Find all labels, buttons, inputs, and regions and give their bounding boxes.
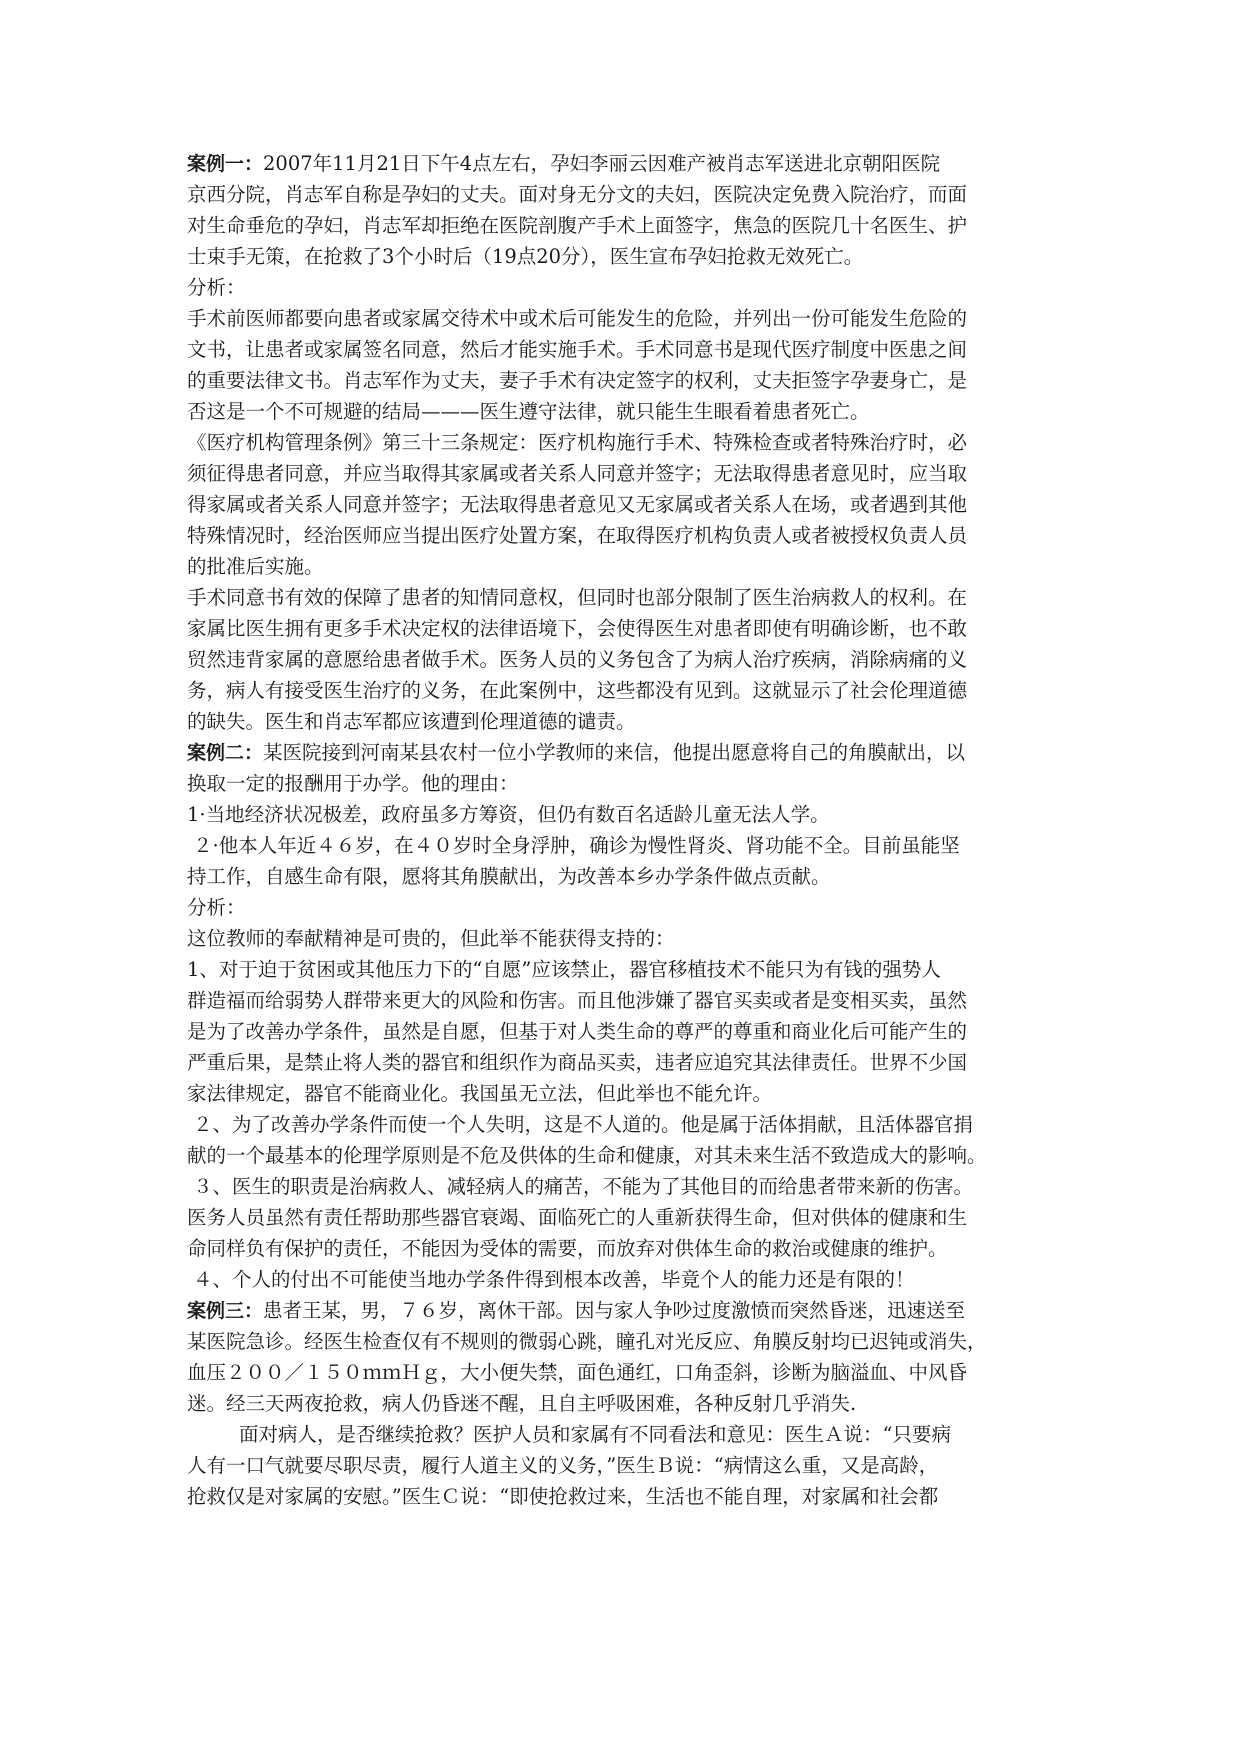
case1-text-line: 2007年11月21日下午4点左右，孕妇李丽云因难产被肖志军送进北京朝阳医院 [263, 152, 941, 175]
case1-text-line: 京西分院，肖志军自称是孕妇的丈夫。面对身无分文的夫妇，医院决定免费入院治疗，而面 [187, 183, 968, 206]
case3-label: 案例三： [187, 1300, 264, 1322]
case2-analysis-line: 献的一个最基本的伦理学原则是不危及供体的生命和健康，对其未来生活不致造成大的影响。 [187, 1144, 987, 1167]
case1-analysis-line: 得家属或者关系人同意并签字；无法取得患者意见又无家属或者关系人在场，或者遇到其他 [187, 493, 968, 516]
case3-discussion-line: 人有一口气就要尽职尽责，履行人道主义的义务，”医生Ｂ说：“病情这么重，又是高龄， [187, 1454, 939, 1477]
case1-analysis-line: 手术前医师都要向患者或家属交待术中或术后可能发生的危险，并列出一份可能发生危险的 [187, 307, 968, 330]
case1-analysis-label: 分析： [187, 276, 246, 299]
case1-analysis-line: 手术同意书有效的保障了患者的知情同意权，但同时也部分限制了医生治病救人的权利。在 [187, 586, 968, 609]
case2-text-line: ２·他本人年近４６岁，在４０岁时全身浮肿，确诊为慢性肾炎、肾功能不全。目前虽能坚 [193, 834, 960, 857]
case3-discussion-line: 抢救仅是对家属的安慰。”医生Ｃ说：“即使抢救过来，生活也不能自理，对家属和社会都 [187, 1485, 939, 1508]
case2-text-line: 某医院接到河南某县农村一位小学教师的来信，他提出愿意将自己的角膜献出，以 [263, 741, 966, 764]
case2-analysis-line: 医务人员虽然有责任帮助那些器官衰竭、面临死亡的人重新获得生命，但对供体的健康和生 [187, 1206, 968, 1229]
case2-analysis-line: 群造福而给弱势人群带来更大的风险和伤害。而且他涉嫌了器官买卖或者是变相买卖，虽然 [187, 989, 968, 1012]
case1-analysis-line: 家属比医生拥有更多手术决定权的法律语境下，会使得医生对患者即使有明确诊断，也不敢 [187, 617, 968, 640]
case2-analysis-line: 1、对于迫于贫困或其他压力下的“自愿”应该禁止，器官移植技术不能只为有钱的强势人 [187, 958, 941, 981]
case1-analysis-line: 的批准后实施。 [187, 555, 324, 578]
case2-first-line [187, 737, 1067, 768]
case1-analysis-line: 特殊情况时，经治医师应当提出医疗处置方案，在取得医疗机构负责人或者被授权负责人员 [187, 524, 968, 547]
document-body [187, 148, 1067, 1512]
case2-analysis-line: ２、为了改善办学条件而使一个人失明，这是不人道的。他是属于活体捐献，且活体器官捐 [193, 1113, 974, 1136]
case1-text-line: 对生命垂危的孕妇，肖志军却拒绝在医院剖腹产手术上面签字，焦急的医院几十名医生、护 [187, 214, 968, 237]
case2-analysis-label: 分析： [187, 896, 246, 919]
case2-analysis-line: 是为了改善办学条件，虽然是自愿，但基于对人类生命的尊严的尊重和商业化后可能产生的 [187, 1020, 968, 1043]
case3-text-line: 血压２００／１５０ｍｍＨｇ，大小便失禁，面色通红，口角歪斜，诊断为脑溢血、中风昏 [187, 1361, 968, 1384]
case3-discussion-line: 面对病人，是否继续抢救？医护人员和家属有不同看法和意见：医生Ａ说：“只要病 [239, 1423, 951, 1446]
case1-analysis-line: 的缺失。医生和肖志军都应该遭到伦理道德的谴责。 [187, 710, 636, 733]
case1-analysis-line: 贸然违背家属的意愿给患者做手术。医务人员的义务包含了为病人治疗疾病，消除病痛的义 [187, 648, 968, 671]
case2-analysis-line: 命同样负有保护的责任，不能因为受体的需要，而放弃对供体生命的救治或健康的维护。 [187, 1237, 948, 1260]
case2-label: 案例二： [187, 742, 264, 764]
case2-analysis-line: ３、医生的职责是治病救人、减轻病人的痛苦，不能为了其他目的而给患者带来新的伤害。 [193, 1175, 974, 1198]
case3-first-line [187, 1295, 1067, 1326]
case1-label: 案例一： [187, 153, 264, 175]
case2-text-line: 1·当地经济状况极差，政府虽多方筹资，但仍有数百名适龄儿童无法人学。 [187, 803, 830, 826]
case1-analysis-line: 《医疗机构管理条例》第三十三条规定：医疗机构施行手术、特殊检查或者特殊治疗时，必 [187, 431, 968, 454]
case1-analysis-line: 文书，让患者或家属签名同意，然后才能实施手术。手术同意书是现代医疗制度中医患之间 [187, 338, 968, 361]
case1-analysis-line: 的重要法律文书。肖志军作为丈夫，妻子手术有决定签字的权利，丈夫拒签字孕妻身亡，是 [187, 369, 968, 392]
case2-analysis-line: 严重后果，是禁止将人类的器官和组织作为商品买卖，违者应追究其法律责任。世界不少国 [187, 1051, 968, 1074]
case2-analysis-line: 家法律规定，器官不能商业化。我国虽无立法，但此举也不能允许。 [187, 1082, 773, 1105]
case1-text-line: 士束手无策，在抢救了3个小时后（19点20分），医生宣布孕妇抢救无效死亡。 [187, 245, 864, 268]
case1-analysis-line: 须征得患者同意，并应当取得其家属或者关系人同意并签字；无法取得患者意见时，应当取 [187, 462, 968, 485]
case3-text-line: 迷。经三天两夜抢救，病人仍昏迷不醒，且自主呼吸困难，各种反射几乎消失. [187, 1392, 857, 1415]
case1-first-line [187, 148, 1067, 179]
case1-analysis-line: 务，病人有接受医生治疗的义务，在此案例中，这些都没有见到。这就显示了社会伦理道德 [187, 679, 968, 702]
case1-analysis-line: 否这是一个不可规避的结局———医生遵守法律，就只能生生眼看着患者死亡。 [187, 400, 870, 423]
case2-text-line: 持工作，自感生命有限，愿将其角膜献出，为改善本乡办学条件做点贡献。 [187, 865, 831, 888]
case2-text-line: 换取一定的报酬用于办学。他的理由： [187, 772, 519, 795]
case3-text-line: 患者王某，男，７６岁，离休干部。因与家人争吵过度激愤而突然昏迷，迅速送至 [263, 1299, 966, 1322]
case3-text-line: 某医院急诊。经医生检查仅有不规则的微弱心跳，瞳孔对光反应、角膜反射均已迟钝或消失， [187, 1330, 987, 1353]
case2-analysis-line: ４、个人的付出不可能使当地办学条件得到根本改善，毕竟个人的能力还是有限的！ [193, 1268, 915, 1291]
case2-analysis-line: 这位教师的奉献精神是可贵的，但此举不能获得支持的： [187, 927, 675, 950]
